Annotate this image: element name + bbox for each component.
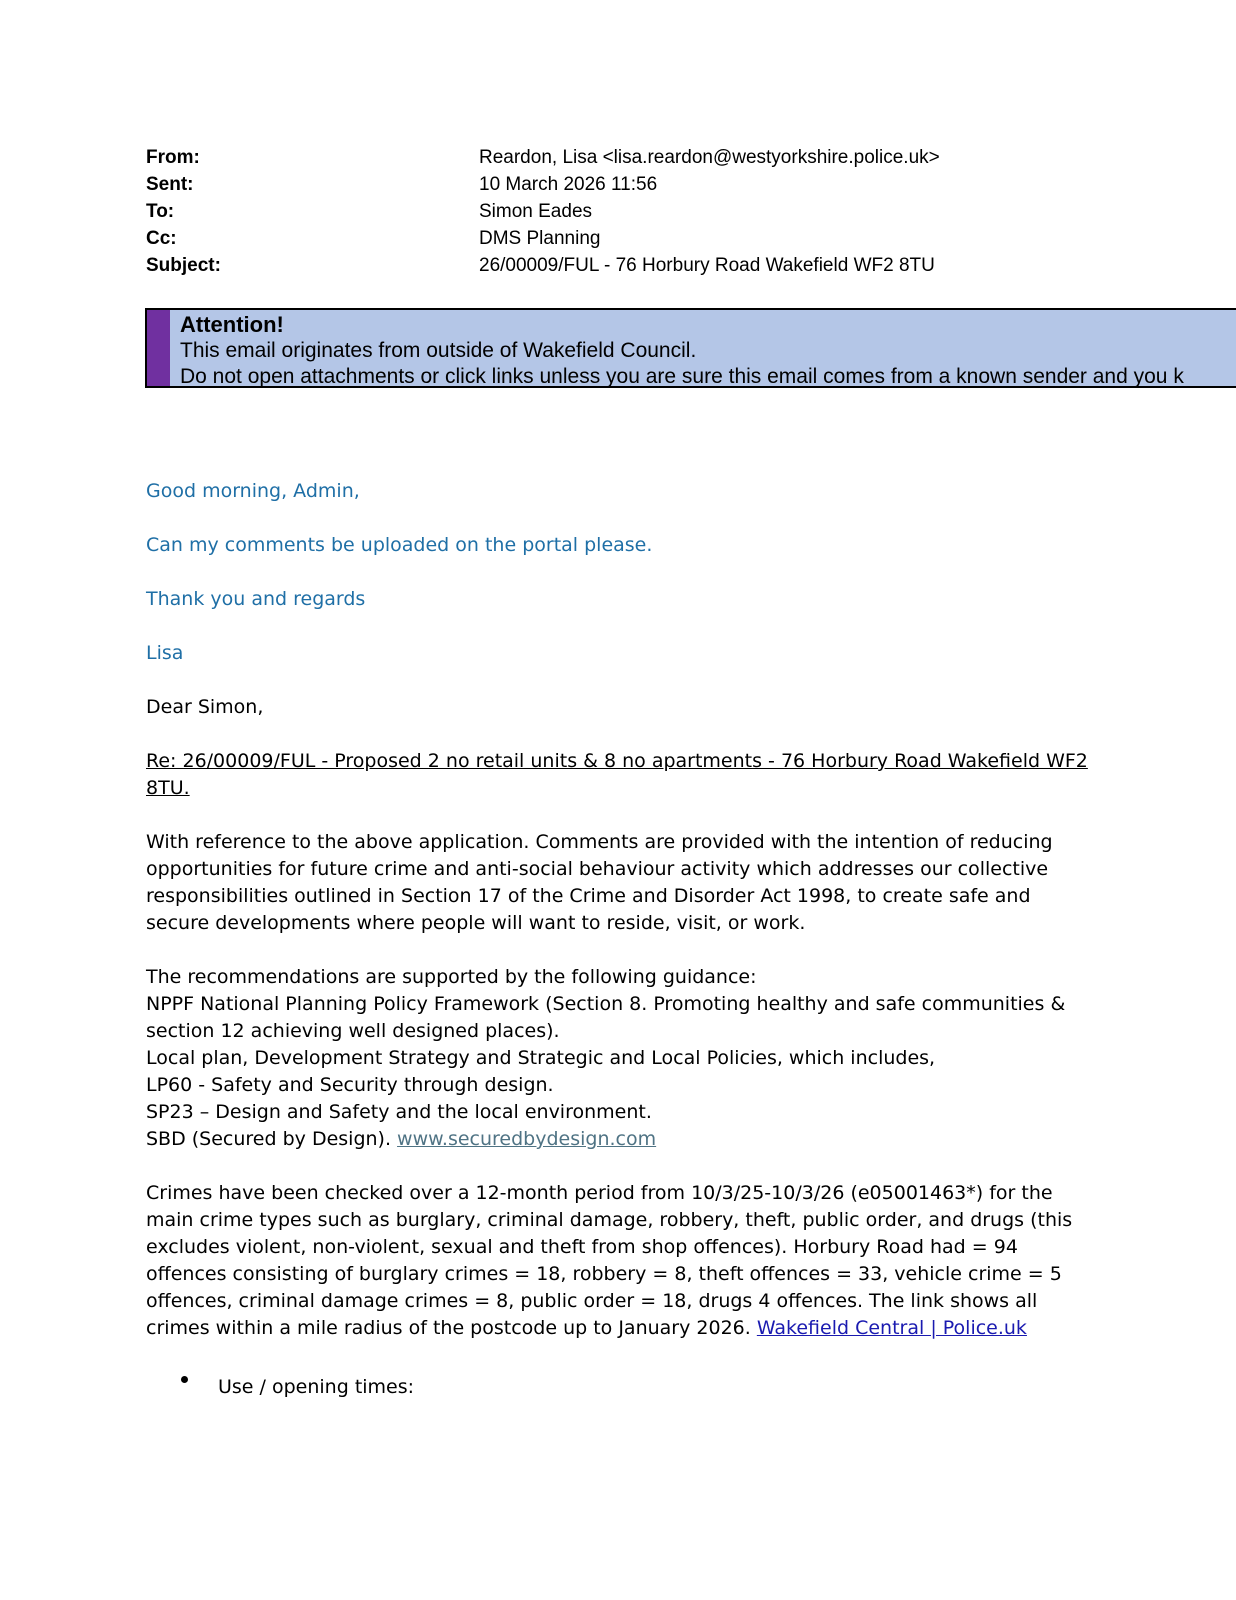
guidance-local-plan: Local plan, Development Strategy and Strategic and Local Policies, which includes, — [146, 1047, 936, 1069]
cc-value: DMS Planning — [479, 228, 601, 249]
from-label: From: — [146, 147, 200, 168]
guidance-sbd — [146, 1126, 1091, 1153]
police-uk-link[interactable]: Wakefield Central | Police.uk — [756, 1317, 1027, 1339]
paragraph-intention: With reference to the above application. Comments are provided with the intention of reducing opportunities for future crime and anti-social behaviour activity which addresses our collective responsibilities outlined in Section 17 of the Crime and Disorder Act 1998, to create safe and secure developments where people will want to reside, visit, or work. — [146, 831, 1053, 934]
guidance-sbd-text: SBD (Secured by Design). — [146, 1128, 398, 1150]
subject-label: Subject: — [146, 255, 221, 276]
securedbydesign-link[interactable]: www.securedbydesign.com — [397, 1128, 657, 1150]
bullet-icon — [181, 1376, 188, 1383]
sent-label: Sent: — [146, 174, 194, 195]
intro-thanks: Thank you and regards — [146, 588, 366, 610]
crimes-paragraph-text: Crimes have been checked over a 12-month period from 10/3/25-10/3/26 (e05001463*) for the main crime types such as burglary, criminal damage, robbery, theft, public order, and drugs (this excludes violent, non-violent, sexual and theft from shop offences). Horbury Road had = 94 offences consisting of burglary crimes = 18, robbery = 8, theft offences = 33, vehicle crime = 5 offences, criminal damage crimes = 8, public order = 18, drugs 4 offences. The link shows all crimes within a mile radius of the postcode up to January 2026. — [146, 1182, 1073, 1339]
guidance-nppf: NPPF National Planning Policy Framework (Section 8. Promoting healthy and safe communities & section 12 achieving well designed places). — [146, 993, 1066, 1042]
bullet-use-opening-times: Use / opening times: — [218, 1376, 415, 1398]
banner-line-1: This email originates from outside of Wakefield Council. — [180, 339, 697, 362]
re-line: Re: 26/00009/FUL - Proposed 2 no retail units & 8 no apartments - 76 Horbury Road Wakefield WF2 8TU. — [146, 750, 1088, 799]
banner-accent-bar — [147, 310, 170, 386]
banner-title: Attention! — [180, 312, 284, 337]
cc-label: Cc: — [146, 228, 177, 249]
from-value: Reardon, Lisa <lisa.reardon@westyorkshire.police.uk> — [479, 147, 940, 168]
guidance-intro: The recommendations are supported by the following guidance: — [146, 966, 757, 988]
external-email-warning-banner — [145, 308, 1236, 388]
intro-greeting: Good morning, Admin, — [146, 480, 360, 502]
intro-signature: Lisa — [146, 642, 184, 664]
salutation: Dear Simon, — [146, 696, 264, 718]
sent-value: 10 March 2026 11:56 — [479, 174, 658, 195]
guidance-lp60: LP60 - Safety and Security through design. — [146, 1074, 554, 1096]
crimes-paragraph — [146, 1180, 1091, 1342]
subject-value: 26/00009/FUL - 76 Horbury Road Wakefield WF2 8TU — [479, 255, 935, 276]
banner-line-2: Do not open attachments or click links unless you are sure this email comes from a known sender and you k — [180, 365, 1184, 388]
intro-request: Can my comments be uploaded on the portal please. — [146, 534, 653, 556]
to-label: To: — [146, 201, 175, 222]
guidance-sp23: SP23 – Design and Safety and the local environment. — [146, 1101, 652, 1123]
to-value: Simon Eades — [479, 201, 593, 222]
